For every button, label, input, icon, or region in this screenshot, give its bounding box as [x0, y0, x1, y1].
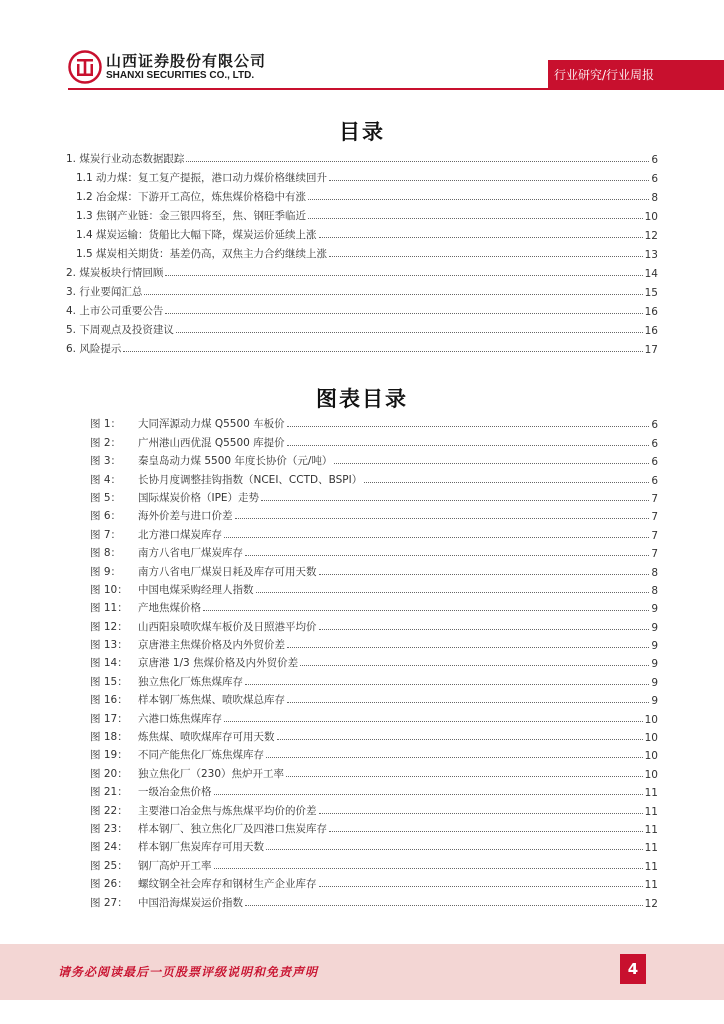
- dot-leader: [245, 683, 649, 685]
- toc-entry-page: 17: [644, 344, 658, 356]
- toc-entry-page: 12: [644, 230, 658, 242]
- dot-leader: [224, 536, 649, 538]
- toc-entry[interactable]: [66, 147, 658, 166]
- toc-entry-text: 5. 下周观点及投资建议: [66, 324, 174, 336]
- figure-entry[interactable]: [90, 431, 658, 449]
- dot-leader: [277, 738, 643, 740]
- figure-entry-page: 6: [651, 419, 658, 432]
- report-type-label: 行业研究/行业周报: [554, 68, 655, 82]
- figure-entry-text: 国际煤炭价格（IPE）走势: [138, 491, 260, 504]
- figure-entry-page: 7: [651, 492, 658, 505]
- figure-entry-text: 一级冶金焦价格: [138, 786, 212, 799]
- figure-entry-text: 不同产能焦化厂炼焦煤库存: [138, 749, 264, 762]
- figure-entry-page: 6: [651, 456, 658, 469]
- figure-entry-label: 图 19：: [90, 749, 128, 762]
- dot-leader: [261, 499, 649, 501]
- toc-entry[interactable]: [66, 280, 658, 299]
- figure-entry[interactable]: [90, 836, 658, 854]
- figure-entry-page: 11: [644, 842, 658, 855]
- dot-leader: [123, 350, 642, 352]
- dot-leader: [224, 720, 643, 722]
- figure-entry-page: 9: [651, 658, 658, 671]
- toc-entry[interactable]: [66, 204, 658, 223]
- figure-entry-text: 南方八省电厂煤炭日耗及库存可用天数: [138, 565, 317, 578]
- figure-entry-label: 图 4：: [90, 473, 122, 486]
- figure-entry-page: 9: [651, 640, 658, 653]
- figure-entry-label: 图 27：: [90, 896, 128, 909]
- figure-entry-text: 炼焦煤、喷吹煤库存可用天数: [138, 731, 275, 744]
- figure-entry-label: 图 12：: [90, 620, 128, 633]
- dot-leader: [287, 701, 649, 703]
- dot-leader: [319, 573, 650, 575]
- toc-entry-page: 10: [644, 211, 658, 223]
- toc-entry[interactable]: [66, 223, 658, 242]
- figure-entry-text: 产地焦煤价格: [138, 602, 201, 615]
- toc-entry[interactable]: [66, 242, 658, 261]
- figure-entry-page: 7: [651, 511, 658, 524]
- figure-entry-page: 8: [651, 584, 658, 597]
- figure-entry-label: 图 13：: [90, 639, 128, 652]
- dot-leader: [235, 517, 650, 519]
- figure-entry[interactable]: [90, 744, 658, 762]
- toc-entry[interactable]: [66, 318, 658, 337]
- figure-entry[interactable]: [90, 689, 658, 707]
- figure-entry-text: 中国沿海煤炭运价指数: [138, 896, 243, 909]
- figure-entry-label: 图 21：: [90, 786, 128, 799]
- page-number: 4: [620, 954, 646, 984]
- figure-entry[interactable]: [90, 873, 658, 891]
- figure-entry-page: 11: [644, 787, 658, 800]
- toc-entry[interactable]: [66, 299, 658, 318]
- toc-entry-text: 1.3 焦钢产业链：金三银四将至，焦、钢旺季临近: [76, 210, 307, 222]
- figure-entry-label: 图 10：: [90, 583, 128, 596]
- dot-leader: [214, 793, 643, 795]
- figure-entry-text: 中国电煤采购经理人指数: [138, 583, 254, 596]
- dot-leader: [308, 217, 643, 219]
- figure-entry[interactable]: [90, 634, 658, 652]
- figure-entry[interactable]: [90, 652, 658, 670]
- toc-entry-text: 1. 煤炭行业动态数据跟踪: [66, 153, 185, 165]
- figure-entry-page: 11: [644, 860, 658, 873]
- figure-entry[interactable]: [90, 560, 658, 578]
- figure-entry-label: 图 9：: [90, 565, 122, 578]
- figure-entry-text: 大同浑源动力煤 Q5500 车板价: [138, 418, 285, 431]
- toc-entry-text: 2. 煤炭板块行情回顾: [66, 267, 164, 279]
- dot-leader: [329, 255, 643, 257]
- figure-entry-page: 9: [651, 603, 658, 616]
- figure-entry[interactable]: [90, 615, 658, 633]
- figure-entry-page: 10: [644, 732, 658, 745]
- figure-entry[interactable]: [90, 542, 658, 560]
- figure-entry-label: 图 15：: [90, 675, 128, 688]
- dot-leader: [319, 812, 643, 814]
- dot-leader: [319, 628, 650, 630]
- page-header: [0, 0, 724, 96]
- figure-entry[interactable]: [90, 781, 658, 799]
- figure-entry-page: 11: [644, 823, 658, 836]
- figure-entry-label: 图 5：: [90, 491, 122, 504]
- toc-entry-text: 1.5 煤炭相关期货：基差仍高，双焦主力合约继续上涨: [76, 248, 328, 260]
- dot-leader: [287, 425, 650, 427]
- figure-entry[interactable]: [90, 487, 658, 505]
- toc-entry-text: 1.4 煤炭运输：货船比大幅下降，煤炭运价延续上涨: [76, 229, 317, 241]
- figure-entry-page: 9: [651, 676, 658, 689]
- figure-entry-label: 图 26：: [90, 878, 128, 891]
- figure-entry-page: 6: [651, 437, 658, 450]
- figure-entry-page: 10: [644, 750, 658, 763]
- toc-entry[interactable]: [66, 261, 658, 280]
- dot-leader: [329, 179, 649, 181]
- dot-leader: [266, 848, 643, 850]
- dot-leader: [308, 198, 649, 200]
- figure-entry-page: 11: [644, 879, 658, 892]
- figure-entry[interactable]: [90, 707, 658, 725]
- dot-leader: [165, 312, 642, 314]
- figure-entry-page: 6: [651, 474, 658, 487]
- dot-leader: [319, 885, 643, 887]
- figure-entry-label: 图 1：: [90, 418, 122, 431]
- toc-entry-page: 6: [651, 173, 658, 185]
- dot-leader: [186, 160, 649, 162]
- figure-entry[interactable]: [90, 505, 658, 523]
- dot-leader: [203, 609, 649, 611]
- figure-entry-label: 图 17：: [90, 712, 128, 725]
- dot-leader: [176, 331, 643, 333]
- figure-entry-text: 京唐港主焦煤价格及内外贸价差: [138, 639, 285, 652]
- figure-entry-label: 图 8：: [90, 547, 122, 560]
- figure-entry-label: 图 2：: [90, 436, 122, 449]
- figure-entry-text: 京唐港 1/3 焦煤价格及内外贸价差: [138, 657, 299, 670]
- figure-entry-text: 独立焦化厂炼焦煤库存: [138, 675, 243, 688]
- toc-entry-text: 1.2 冶金煤：下游开工高位，炼焦煤价格稳中有涨: [76, 191, 307, 203]
- figure-entry[interactable]: [90, 762, 658, 780]
- dot-leader: [214, 867, 643, 869]
- figure-entry-label: 图 20：: [90, 767, 128, 780]
- toc-entry-text: 1.1 动力煤：复工复产提振，港口动力煤价格继续回升: [76, 172, 328, 184]
- figure-entry-page: 10: [644, 768, 658, 781]
- figure-entry-page: 9: [651, 621, 658, 634]
- company-name-cn: 山西证券股份有限公司: [106, 52, 267, 70]
- toc-entry-page: 8: [651, 192, 658, 204]
- figure-entry-page: 8: [651, 566, 658, 579]
- figure-entry-text: 海外价差与进口价差: [138, 510, 233, 523]
- company-name-en: SHANXI SECURITIES CO., LTD.: [106, 70, 255, 81]
- toc-entry-page: 15: [644, 287, 658, 299]
- dot-leader: [245, 554, 649, 556]
- dot-leader: [287, 444, 650, 446]
- toc-entry[interactable]: [66, 166, 658, 185]
- dot-leader: [334, 462, 649, 464]
- figure-entry-text: 秦皇岛动力煤 5500 年度长协价（元/吨）: [138, 455, 333, 468]
- figures-title: 图表目录: [316, 387, 408, 411]
- dot-leader: [266, 756, 643, 758]
- dot-leader: [300, 664, 649, 666]
- figure-entry[interactable]: [90, 891, 658, 909]
- dot-leader: [245, 904, 643, 906]
- figure-entry-page: 10: [644, 713, 658, 726]
- dot-leader: [144, 293, 642, 295]
- figure-entry-page: 9: [651, 695, 658, 708]
- dot-leader: [286, 775, 643, 777]
- figure-entry-page: 11: [644, 805, 658, 818]
- toc-list: [66, 147, 658, 356]
- toc-entry-page: 16: [644, 306, 658, 318]
- figure-entry-label: 图 7：: [90, 528, 122, 541]
- figure-entry[interactable]: [90, 854, 658, 872]
- figure-entry[interactable]: [90, 799, 658, 817]
- figure-entry-text: 样本钢厂炼焦煤、喷吹煤总库存: [138, 694, 285, 707]
- figure-entry[interactable]: [90, 450, 658, 468]
- figure-entry-label: 图 24：: [90, 841, 128, 854]
- figure-entry-label: 图 6：: [90, 510, 122, 523]
- figure-list: [90, 413, 658, 910]
- figure-entry-label: 图 22：: [90, 804, 128, 817]
- toc-entry-text: 4. 上市公司重要公告: [66, 305, 164, 317]
- company-logo-icon: [68, 50, 102, 84]
- figure-entry-text: 六港口炼焦煤库存: [138, 712, 222, 725]
- figure-entry-text: 南方八省电厂煤炭库存: [138, 547, 243, 560]
- figure-entry-label: 图 3：: [90, 455, 122, 468]
- figure-entry[interactable]: [90, 468, 658, 486]
- dot-leader: [319, 236, 643, 238]
- figure-entry-label: 图 14：: [90, 657, 128, 670]
- toc-entry-page: 6: [651, 154, 658, 166]
- figure-entry[interactable]: [90, 597, 658, 615]
- toc-entry-text: 6. 风险提示: [66, 343, 122, 355]
- disclaimer-text: 请务必阅读最后一页股票评级说明和免责声明: [58, 965, 319, 979]
- dot-leader: [256, 591, 650, 593]
- figure-entry-text: 主要港口冶金焦与炼焦煤平均价的价差: [138, 804, 317, 817]
- figure-entry[interactable]: [90, 818, 658, 836]
- toc-entry-text: 3. 行业要闻汇总: [66, 286, 143, 298]
- figure-entry[interactable]: [90, 670, 658, 688]
- dot-leader: [165, 274, 642, 276]
- dot-leader: [364, 481, 649, 483]
- figure-entry-text: 钢厂高炉开工率: [138, 859, 212, 872]
- figure-entry[interactable]: [90, 579, 658, 597]
- figure-entry-label: 图 16：: [90, 694, 128, 707]
- header-divider: [68, 88, 724, 90]
- figure-entry-page: 7: [651, 548, 658, 561]
- toc-entry[interactable]: [66, 185, 658, 204]
- figure-entry[interactable]: [90, 413, 658, 431]
- toc-title: 目录: [339, 120, 385, 144]
- toc-entry-page: 16: [644, 325, 658, 337]
- figure-entry-label: 图 25：: [90, 859, 128, 872]
- figure-entry[interactable]: [90, 726, 658, 744]
- toc-entry-page: 13: [644, 249, 658, 261]
- toc-entry[interactable]: [66, 337, 658, 356]
- figure-entry-text: 独立焦化厂（230）焦炉开工率: [138, 767, 285, 780]
- figure-entry-text: 螺纹钢全社会库存和钢材生产企业库存: [138, 878, 317, 891]
- toc-entry-page: 14: [644, 268, 658, 280]
- figure-entry-text: 山西阳泉喷吹煤车板价及日照港平均价: [138, 620, 317, 633]
- figure-entry[interactable]: [90, 523, 658, 541]
- figure-entry-label: 图 11：: [90, 602, 128, 615]
- figure-entry-page: 7: [651, 529, 658, 542]
- dot-leader: [329, 830, 643, 832]
- figure-entry-text: 样本钢厂、独立焦化厂及四港口焦炭库存: [138, 822, 327, 835]
- figure-entry-text: 北方港口煤炭库存: [138, 528, 222, 541]
- figure-entry-text: 长协月度调整挂钩指数（NCEI、CCTD、BSPI）: [138, 473, 363, 486]
- dot-leader: [287, 646, 649, 648]
- figure-entry-label: 图 18：: [90, 731, 128, 744]
- figure-entry-label: 图 23：: [90, 822, 128, 835]
- figure-entry-page: 12: [644, 897, 658, 910]
- figure-entry-text: 广州港山西优混 Q5500 库提价: [138, 436, 285, 449]
- figure-entry-text: 样本钢厂焦炭库存可用天数: [138, 841, 264, 854]
